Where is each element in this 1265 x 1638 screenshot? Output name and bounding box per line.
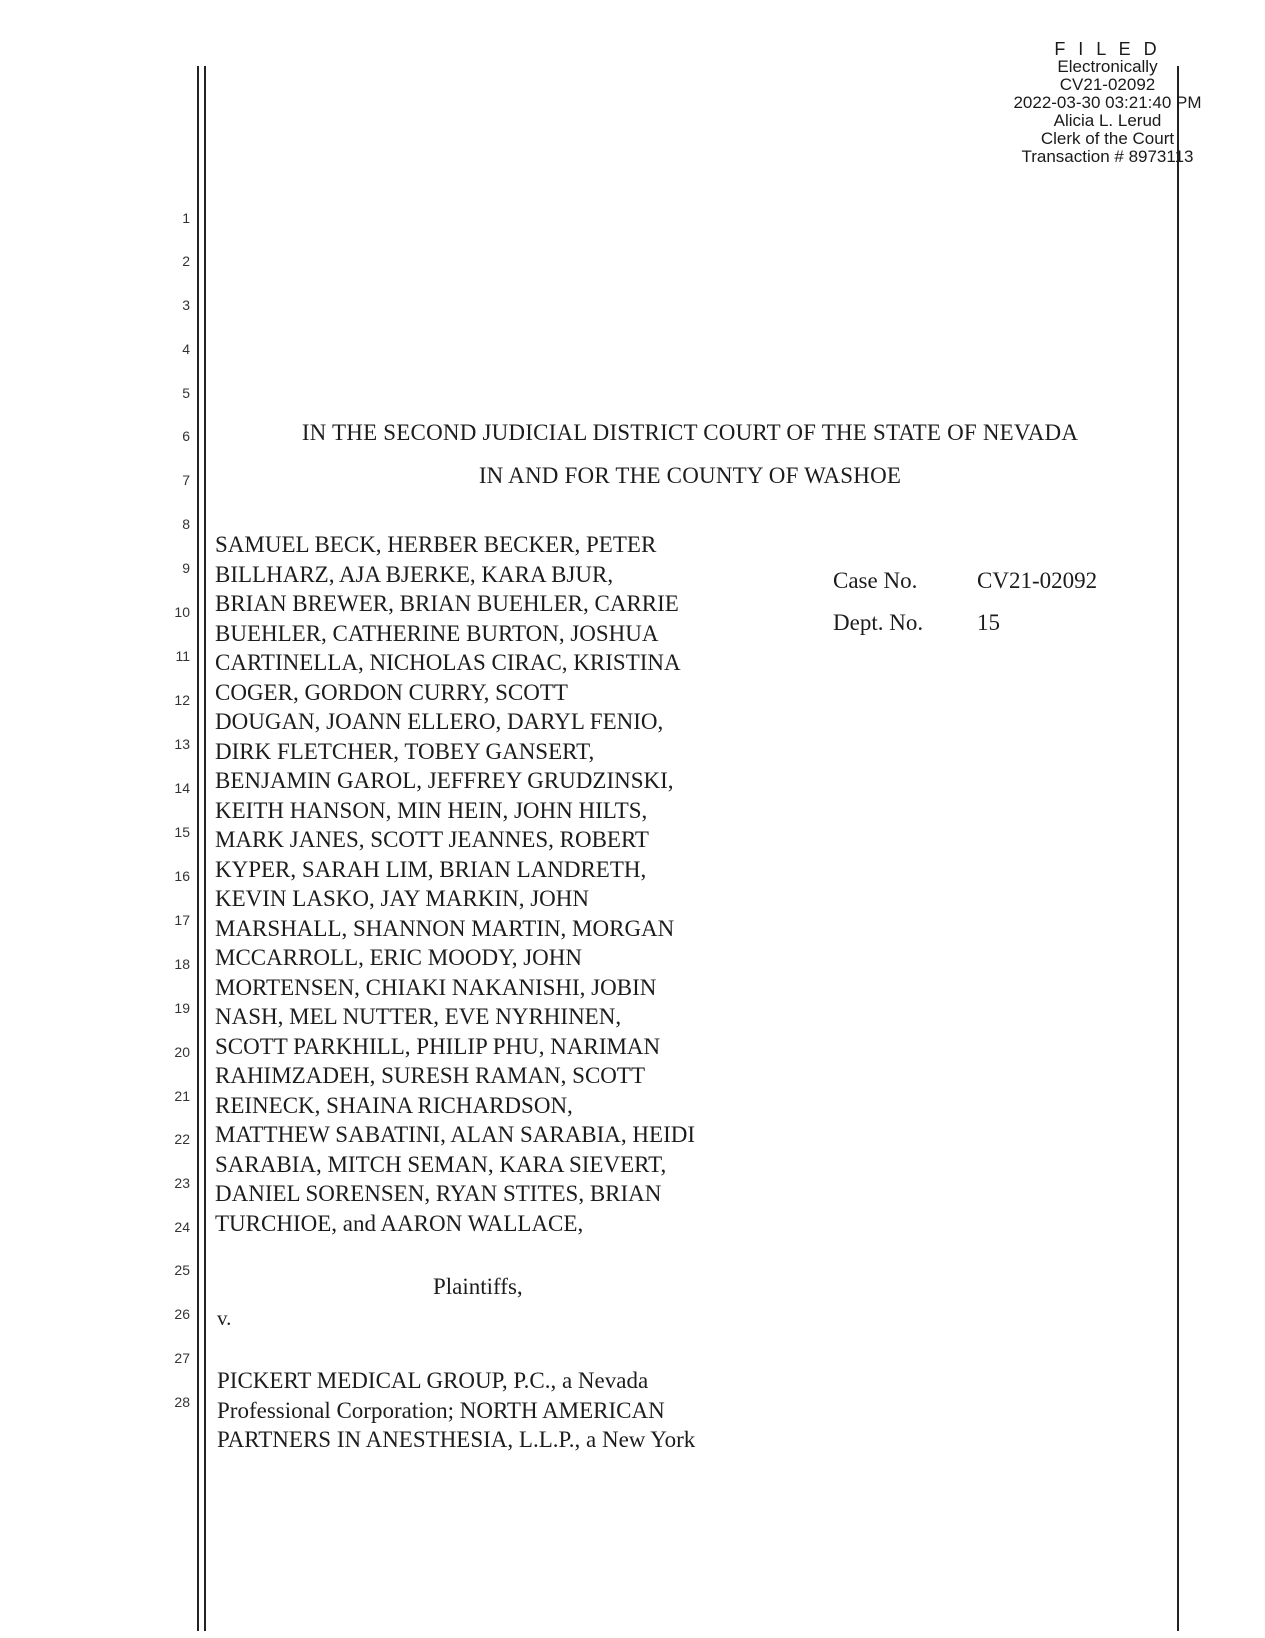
plaintiff-names-line: RAHIMZADEH, SURESH RAMAN, SCOTT [215, 1063, 646, 1088]
stamp-line: Electronically [1057, 57, 1158, 76]
dept-number-row [833, 602, 1097, 644]
stamp-line: F I L E D [1054, 39, 1161, 59]
line-number: 2 [182, 253, 190, 269]
court-title-line-2: IN AND FOR THE COUNTY OF WASHOE [478, 463, 902, 488]
plaintiff-names-line: COGER, GORDON CURRY, SCOTT [215, 679, 568, 705]
line-number: 5 [182, 385, 190, 401]
plaintiff-names-line: NASH, MEL NUTTER, EVE NYRHINEN, [215, 1004, 622, 1029]
line-number: 21 [174, 1088, 190, 1104]
line-number: 17 [174, 912, 190, 928]
defendant-names-line: Professional Corporation; NORTH AMERICAN [217, 1397, 665, 1423]
line-number: 15 [174, 824, 190, 840]
plaintiff-names-line: TURCHIOE, and AARON WALLACE, [215, 1210, 584, 1236]
plaintiff-names-line: MCCARROLL, ERIC MOODY, JOHN [215, 945, 582, 970]
line-number: 23 [174, 1175, 190, 1191]
plaintiff-names-line: MARSHALL, SHANNON MARTIN, MORGAN [215, 915, 675, 941]
line-number: 4 [182, 341, 190, 357]
line-number: 20 [174, 1044, 190, 1060]
plaintiff-names-line: SARABIA, MITCH SEMAN, KARA SIEVERT, [215, 1151, 667, 1177]
court-title-line-1: IN THE SECOND JUDICIAL DISTRICT COURT OF THE STATE OF NEVADA [301, 420, 1079, 445]
line-number: 3 [182, 297, 190, 313]
case-info [833, 560, 1097, 644]
plaintiff-names-line: MARK JANES, SCOTT JEANNES, ROBERT [215, 827, 649, 852]
plaintiffs-names [215, 530, 775, 1238]
line-number: 25 [174, 1262, 190, 1278]
line-number: 12 [174, 692, 190, 708]
line-number: 1 [182, 210, 190, 226]
line-number: 10 [174, 604, 190, 620]
plaintiff-names-line: SAMUEL BECK, HERBER BECKER, PETER [215, 532, 657, 557]
plaintiff-names-line: BENJAMIN GAROL, JEFFREY GRUDZINSKI, [215, 768, 674, 793]
line-number: 24 [174, 1219, 190, 1235]
stamp-line: Clerk of the Court [1040, 129, 1175, 148]
dept-number-label: Dept. No. [833, 610, 924, 635]
plaintiff-names-line: KEITH HANSON, MIN HEIN, JOHN HILTS, [215, 797, 648, 823]
defendants-names [217, 1366, 777, 1455]
plaintiff-names-line: KYPER, SARAH LIM, BRIAN LANDRETH, [215, 856, 647, 882]
plaintiff-names-line: BILLHARZ, AJA BJERKE, KARA BJUR, [215, 561, 614, 587]
plaintiff-names-line: KEVIN LASKO, JAY MARKIN, JOHN [215, 886, 589, 911]
line-number: 7 [182, 472, 190, 488]
line-number: 13 [174, 736, 190, 752]
stamp-line: CV21-02092 [1059, 75, 1156, 94]
plaintiff-names-line: REINECK, SHAINA RICHARDSON, [215, 1092, 573, 1118]
stamp-line: Transaction # 8973113 [1021, 147, 1194, 166]
plaintiff-names-line: CARTINELLA, NICHOLAS CIRAC, KRISTINA [215, 650, 681, 675]
line-number: 22 [174, 1131, 190, 1147]
versus-label: v. [217, 1306, 232, 1330]
line-number: 26 [174, 1306, 190, 1322]
right-margin-rule [1177, 66, 1179, 1631]
defendant-names-line: PICKERT MEDICAL GROUP, P.C., a Nevada [217, 1368, 649, 1393]
left-margin-rule-inner [204, 66, 206, 1631]
plaintiff-names-line: DIRK FLETCHER, TOBEY GANSERT, [215, 738, 595, 764]
line-number: 27 [174, 1350, 190, 1366]
stamp-line: Alicia L. Lerud [1053, 111, 1162, 130]
case-number-row [833, 560, 1097, 602]
plaintiff-names-line: SCOTT PARKHILL, PHILIP PHU, NARIMAN [215, 1033, 661, 1059]
case-number-value: CV21-02092 [977, 568, 1098, 593]
left-margin-rule-outer [197, 66, 199, 1631]
stamp-line: 2022-03-30 03:21:40 PM [1013, 93, 1202, 112]
line-number: 14 [174, 780, 190, 796]
line-number: 28 [174, 1394, 190, 1410]
plaintiff-names-line: BUEHLER, CATHERINE BURTON, JOSHUA [215, 620, 659, 646]
line-number: 6 [182, 428, 190, 444]
case-number-label: Case No. [833, 568, 918, 593]
defendant-names-line: PARTNERS IN ANESTHESIA, L.L.P., a New York [217, 1427, 696, 1452]
plaintiff-names-line: DANIEL SORENSEN, RYAN STITES, BRIAN [215, 1181, 662, 1206]
line-number: 9 [182, 560, 190, 576]
filing-stamp [975, 40, 1240, 166]
line-number: 8 [182, 516, 190, 532]
plaintiff-names-line: MATTHEW SABATINI, ALAN SARABIA, HEIDI [215, 1122, 696, 1147]
plaintiff-names-line: DOUGAN, JOANN ELLERO, DARYL FENIO, [215, 709, 664, 734]
plaintiffs-label: Plaintiffs, [433, 1274, 523, 1299]
plaintiff-names-line: BRIAN BREWER, BRIAN BUEHLER, CARRIE [215, 591, 679, 616]
line-number: 18 [174, 956, 190, 972]
line-number: 16 [174, 868, 190, 884]
line-number: 11 [175, 648, 190, 664]
line-number: 19 [174, 1000, 190, 1016]
dept-number-value: 15 [977, 610, 1000, 635]
plaintiff-names-line: MORTENSEN, CHIAKI NAKANISHI, JOBIN [215, 974, 657, 1000]
